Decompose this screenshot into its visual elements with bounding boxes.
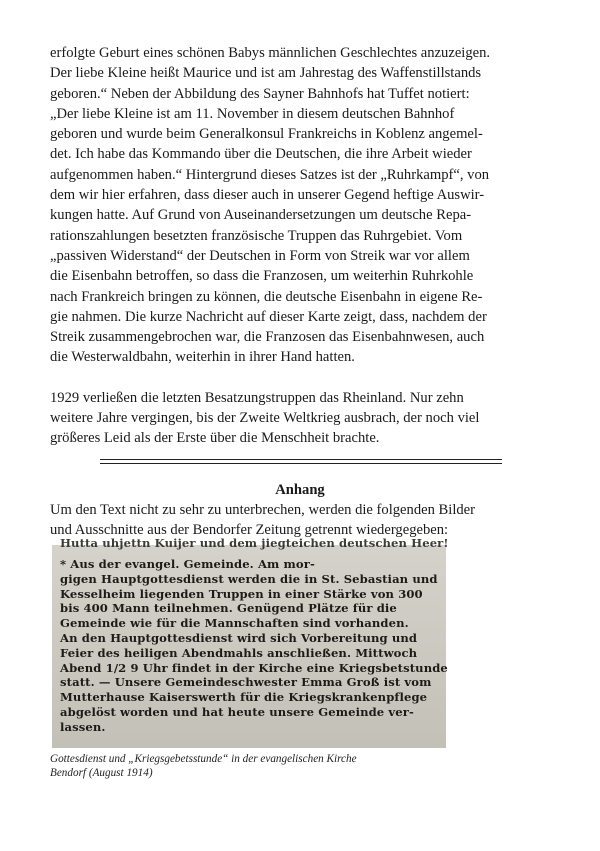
appendix-intro (50, 500, 555, 541)
body-line: rationszahlungen besetzten französische Truppen das Ruhrgebiet. Vom (50, 227, 463, 244)
body-line: größeres Leid als der Erste über die Menschheit brachte. (50, 430, 380, 447)
clipping-line: gigen Hauptgottesdienst werden die in St. Sebastian und (60, 571, 438, 586)
image-caption (50, 752, 470, 780)
body-line: nach Frankreich bringen zu können, die deutsche Eisenbahn in eigene Re- (50, 288, 483, 305)
body-paragraphs (50, 43, 555, 449)
section-divider (100, 459, 502, 460)
clipping-line: Feier des heiligen Abendmahls anschließen. Mittwoch (60, 645, 418, 660)
clipping-line: * Aus der evangel. Gemeinde. Am mor- (60, 557, 315, 571)
newspaper-clipping-image (52, 536, 449, 748)
body-line: „Der liebe Kleine ist am 11. November in diesem deutschen Bahnhof (50, 105, 455, 122)
body-line: „passiven Widerstand“ der Deutschen in Form von Streik war vor allem (50, 247, 470, 264)
appendix-line: und Ausschnitte aus der Bendorfer Zeitung getrennt wiedergegeben: (50, 522, 449, 539)
body-line: det. Ich habe das Kommando über die Deutschen, die ihre Arbeit wieder (50, 146, 472, 163)
body-line: die Eisenbahn betroffen, so dass die Franzosen, um weiterhin Ruhrkohle (50, 268, 474, 285)
clipping-line: statt. — Unsere Gemeindeschwester Emma Groß ist vom (60, 675, 432, 690)
clipping-line: bis 400 Mann teilnehmen. Genügend Plätze für die (60, 601, 397, 616)
clipping-line: Mutterhause Kaiserswerth für die Kriegskrankenpflege (60, 690, 428, 705)
body-line: Streik zusammengebrochen war, die Franzosen das Eisenbahnwesen, auch (50, 329, 485, 346)
body-line: aufgenommen haben.“ Hintergrund dieses Satzes ist der „Ruhrkampf“, von (50, 166, 490, 183)
body-line: erfolgte Geburt eines schönen Babys männlichen Geschlechtes anzuzeigen. (50, 45, 491, 61)
clipping-line: Kesselheim liegenden Truppen in einer Stärke von 300 (60, 586, 423, 601)
clipping-torn-line: Hutta uhjettn Kuijer und dem jiegteichen deutschen Heer! (60, 536, 449, 550)
section-divider (100, 463, 502, 464)
appendix-line: Um den Text nicht zu sehr zu unterbrechen, werden die folgenden Bilder (50, 502, 476, 518)
clipping-line: An den Hauptgottesdienst wird sich Vorbereitung und (60, 630, 418, 645)
appendix-heading: Anhang (275, 482, 325, 498)
caption-line: Gottesdienst und „Kriegsgebetsstunde“ in der evangelischen Kirche (50, 753, 357, 765)
caption-line: Bendorf (August 1914) (50, 767, 153, 779)
clipping-line: Gemeinde wie für die Mannschaften sind vorhanden. (60, 616, 409, 631)
body-line: dem wir hier erfahren, dass dieser auch in unserer Gegend heftige Auswir- (50, 187, 485, 204)
body-line: gie nahmen. Die kurze Nachricht auf dieser Karte zeigt, dass, nachdem der (50, 308, 487, 325)
body-line: kungen hatte. Auf Grund von Auseinandersetzungen um deutsche Repa- (50, 207, 472, 224)
clipping-line: abgelöst worden und hat heute unsere Gemeinde ver- (60, 704, 414, 719)
body-line: weitere Jahre vergingen, bis der Zweite Weltkrieg ausbrach, der noch viel (50, 410, 480, 427)
body-line: 1929 verließen die letzten Besatzungstruppen das Rheinland. Nur zehn (50, 389, 464, 406)
body-line: Der liebe Kleine heißt Maurice und ist am Jahrestag des Waffenstillstands (50, 65, 482, 82)
body-line: die Westerwaldbahn, weiterhin in ihrer Hand hatten. (50, 349, 355, 366)
clipping-line: lassen. (60, 719, 106, 734)
clipping-line: Abend 1/2 9 Uhr findet in der Kirche eine Kriegsbetstunde (60, 660, 448, 675)
body-line: geboren und wurde beim Generalkonsul Frankreichs in Koblenz angemel- (50, 126, 483, 143)
body-line: geboren.“ Neben der Abbildung des Sayner Bahnhofs hat Tuffet notiert: (50, 85, 470, 102)
paragraph-gap (50, 368, 555, 388)
